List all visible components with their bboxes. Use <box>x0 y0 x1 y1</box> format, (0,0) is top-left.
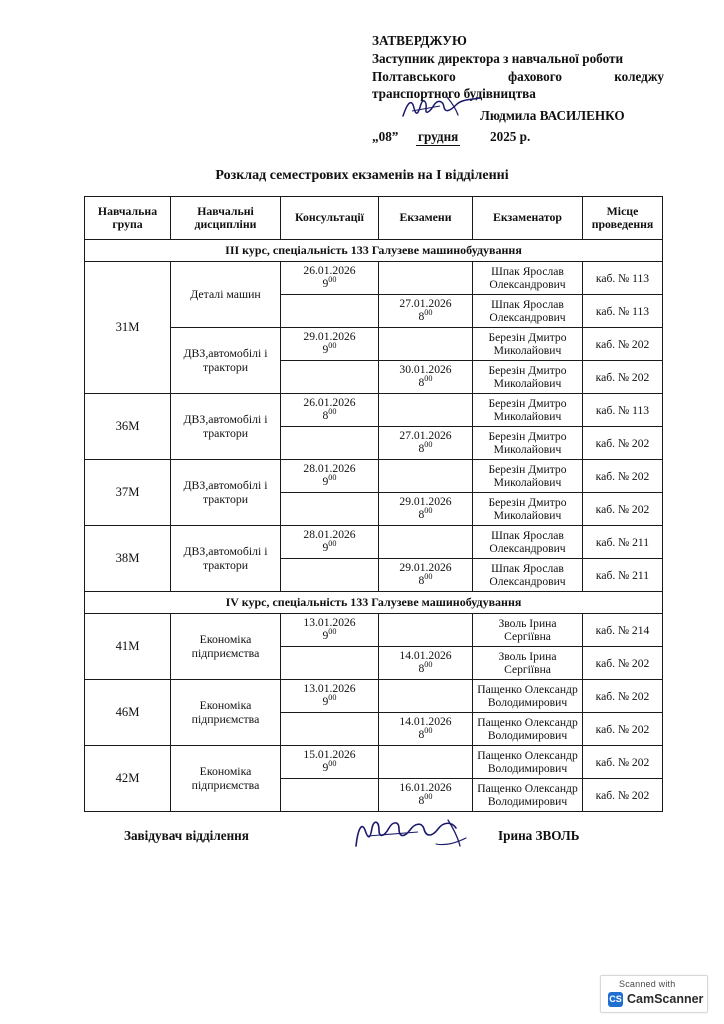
cell-place: каб. № 202 <box>583 680 663 713</box>
table-row <box>85 262 663 295</box>
cell-consultation-date: 29.01.2026 <box>303 330 356 344</box>
cell-consultation <box>281 526 379 559</box>
cell-consultation-time: $9^{00}$ <box>322 627 337 642</box>
cell-place: каб. № 202 <box>583 460 663 493</box>
table-row <box>85 680 663 713</box>
cell-exam-time: $8^{00}$ <box>418 440 433 455</box>
cell-examiner: Березін Дмитро Миколайович <box>473 361 583 394</box>
cell-examiner: Шпак Ярослав Олександрович <box>473 559 583 592</box>
column-header-consultation: Консультації <box>281 197 379 240</box>
cell-consultation <box>281 779 379 812</box>
column-header-place: Місце проведення <box>583 197 663 240</box>
cell-exam <box>379 647 473 680</box>
cell-exam <box>379 779 473 812</box>
cell-consultation <box>281 680 379 713</box>
cell-consultation <box>281 394 379 427</box>
cell-consultation-time: $9^{00}$ <box>322 759 337 774</box>
cell-consultation <box>281 493 379 526</box>
cell-consultation <box>281 746 379 779</box>
cell-group: 36М <box>85 394 171 460</box>
cell-exam-date: 14.01.2026 <box>399 649 452 663</box>
cell-examiner: Пащенко Олександр Володимирович <box>473 713 583 746</box>
cell-consultation <box>281 328 379 361</box>
approval-line-2-part-2: фахового <box>508 68 562 84</box>
approval-line-1: Заступник директора з навчальної роботи <box>372 51 624 67</box>
cell-exam-date: 14.01.2026 <box>399 715 452 729</box>
cell-consultation-date: 15.01.2026 <box>303 748 356 762</box>
handwritten-signature-icon <box>400 95 484 121</box>
cell-discipline: ДВЗ,автомобілі і трактори <box>171 394 281 460</box>
approval-date-day: „08” <box>372 128 399 144</box>
cell-exam-time: $8^{00}$ <box>418 660 433 675</box>
table-row <box>85 328 663 361</box>
cell-place: каб. № 211 <box>583 526 663 559</box>
table-row <box>85 746 663 779</box>
cell-exam-date: 27.01.2026 <box>399 429 452 443</box>
section-caption: III курс, спеціальність 133 Галузеве машинобудування <box>85 240 663 262</box>
cell-consultation-time: $9^{00}$ <box>322 539 337 554</box>
approval-date-year: 2025 р. <box>490 128 531 144</box>
cell-exam <box>379 526 473 559</box>
cell-exam <box>379 427 473 460</box>
footer-role-label: Завідувач відділення <box>124 828 249 843</box>
cell-consultation-time: $9^{00}$ <box>322 341 337 356</box>
cell-discipline: Економіка підприємства <box>171 680 281 746</box>
cell-examiner: Березін Дмитро Миколайович <box>473 328 583 361</box>
cell-exam <box>379 493 473 526</box>
cell-exam-time: $8^{00}$ <box>418 572 433 587</box>
cell-consultation-time: $9^{00}$ <box>322 473 337 488</box>
cell-consultation-time: $9^{00}$ <box>322 275 337 290</box>
cell-group: 38М <box>85 526 171 592</box>
cell-exam <box>379 262 473 295</box>
cell-exam <box>379 394 473 427</box>
cell-exam <box>379 680 473 713</box>
table-row <box>85 394 663 427</box>
cell-place: каб. № 202 <box>583 746 663 779</box>
cell-consultation <box>281 614 379 647</box>
cell-consultation-date: 26.01.2026 <box>303 396 356 410</box>
approval-line-3: транспортного будівництва <box>372 86 536 102</box>
cell-group: 41М <box>85 614 171 680</box>
approval-block <box>372 32 672 146</box>
cell-discipline: Деталі машин <box>171 262 281 328</box>
cell-place: каб. № 202 <box>583 493 663 526</box>
page-title: Розклад семестрових екзаменів на I відділенні <box>215 168 509 183</box>
cell-examiner: Пащенко Олександр Володимирович <box>473 779 583 812</box>
footer-block <box>0 826 724 866</box>
approval-line-2-part-1: Полтавського <box>372 68 456 84</box>
column-header-discipline: Навчальні дисципліни <box>171 197 281 240</box>
cell-exam <box>379 361 473 394</box>
cell-place: каб. № 202 <box>583 713 663 746</box>
table-row <box>85 614 663 647</box>
cell-examiner: Пащенко Олександр Володимирович <box>473 680 583 713</box>
column-header-group: Навчальна група <box>85 197 171 240</box>
cell-consultation-time: $8^{00}$ <box>322 407 337 422</box>
cell-discipline: Економіка підприємства <box>171 614 281 680</box>
footer-person-name: Ірина ЗВОЛЬ <box>498 828 580 843</box>
cell-place: каб. № 202 <box>583 779 663 812</box>
cell-exam-time: $8^{00}$ <box>418 792 433 807</box>
approval-line-2 <box>372 68 664 85</box>
cell-place: каб. № 214 <box>583 614 663 647</box>
cell-place: каб. № 202 <box>583 328 663 361</box>
table-header-row <box>85 197 663 240</box>
cell-consultation <box>281 460 379 493</box>
cell-exam <box>379 559 473 592</box>
cell-consultation <box>281 427 379 460</box>
cell-consultation-time: $9^{00}$ <box>322 693 337 708</box>
approval-date-month: грудня <box>416 128 460 146</box>
cell-group: 46М <box>85 680 171 746</box>
cell-exam-date: 27.01.2026 <box>399 297 452 311</box>
table-row <box>85 460 663 493</box>
cell-exam <box>379 460 473 493</box>
cell-exam-date: 16.01.2026 <box>399 781 452 795</box>
approval-signature-row <box>372 106 672 126</box>
section-caption: IV курс, спеціальність 133 Галузеве машинобудування <box>85 592 663 614</box>
handwritten-signature-icon-2 <box>352 816 472 850</box>
cell-exam-time: $8^{00}$ <box>418 506 433 521</box>
cell-examiner: Березін Дмитро Миколайович <box>473 427 583 460</box>
cell-consultation <box>281 361 379 394</box>
cell-consultation-date: 28.01.2026 <box>303 462 356 476</box>
cell-consultation <box>281 295 379 328</box>
cell-group: 31М <box>85 262 171 394</box>
cell-exam-date: 30.01.2026 <box>399 363 452 377</box>
cell-place: каб. № 211 <box>583 559 663 592</box>
watermark-line-2: CamScanner <box>627 992 704 1006</box>
cell-place: каб. № 113 <box>583 394 663 427</box>
approval-line-2-part-3: коледжу <box>614 68 664 84</box>
cell-examiner: Шпак Ярослав Олександрович <box>473 262 583 295</box>
cell-consultation <box>281 713 379 746</box>
cell-examiner: Березін Дмитро Миколайович <box>473 493 583 526</box>
section-header-row <box>85 240 663 262</box>
section-header-row <box>85 592 663 614</box>
cell-group: 37М <box>85 460 171 526</box>
table-body <box>85 240 663 812</box>
cell-discipline: Економіка підприємства <box>171 746 281 812</box>
cell-examiner: Шпак Ярослав Олександрович <box>473 526 583 559</box>
cell-place: каб. № 202 <box>583 647 663 680</box>
cell-discipline: ДВЗ,автомобілі і трактори <box>171 328 281 394</box>
column-header-exam: Екзамени <box>379 197 473 240</box>
approval-signer-name: Людмила ВАСИЛЕНКО <box>480 107 625 123</box>
cell-examiner: Зволь Ірина Сергіївна <box>473 647 583 680</box>
exam-schedule-table <box>84 196 663 812</box>
table-row <box>85 526 663 559</box>
cell-consultation-date: 28.01.2026 <box>303 528 356 542</box>
cell-place: каб. № 113 <box>583 262 663 295</box>
approval-date-row <box>372 128 672 146</box>
cell-consultation-date: 13.01.2026 <box>303 616 356 630</box>
cell-examiner: Березін Дмитро Миколайович <box>473 460 583 493</box>
cell-exam <box>379 614 473 647</box>
cell-place: каб. № 202 <box>583 361 663 394</box>
cell-examiner: Шпак Ярослав Олександрович <box>473 295 583 328</box>
cell-consultation <box>281 559 379 592</box>
cell-examiner: Березін Дмитро Миколайович <box>473 394 583 427</box>
cell-exam-date: 29.01.2026 <box>399 561 452 575</box>
cell-consultation <box>281 647 379 680</box>
cell-place: каб. № 202 <box>583 427 663 460</box>
cell-exam <box>379 295 473 328</box>
cell-examiner: Зволь Ірина Сергіївна <box>473 614 583 647</box>
cell-exam-time: $8^{00}$ <box>418 374 433 389</box>
cell-exam <box>379 713 473 746</box>
cell-consultation <box>281 262 379 295</box>
cell-exam-time: $8^{00}$ <box>418 308 433 323</box>
watermark-line-1: Scanned with <box>619 979 676 989</box>
table-header <box>85 197 663 240</box>
cell-exam <box>379 746 473 779</box>
camscanner-watermark <box>600 975 708 1013</box>
camscanner-logo-icon: CS <box>608 992 623 1007</box>
cell-consultation-date: 26.01.2026 <box>303 264 356 278</box>
cell-discipline: ДВЗ,автомобілі і трактори <box>171 460 281 526</box>
cell-discipline: ДВЗ,автомобілі і трактори <box>171 526 281 592</box>
cell-place: каб. № 113 <box>583 295 663 328</box>
cell-group: 42М <box>85 746 171 812</box>
cell-examiner: Пащенко Олександр Володимирович <box>473 746 583 779</box>
cell-exam-date: 29.01.2026 <box>399 495 452 509</box>
cell-consultation-date: 13.01.2026 <box>303 682 356 696</box>
cell-exam-time: $8^{00}$ <box>418 726 433 741</box>
cell-exam <box>379 328 473 361</box>
approval-title: ЗАТВЕРДЖУЮ <box>372 33 467 48</box>
column-header-examiner: Екзаменатор <box>473 197 583 240</box>
